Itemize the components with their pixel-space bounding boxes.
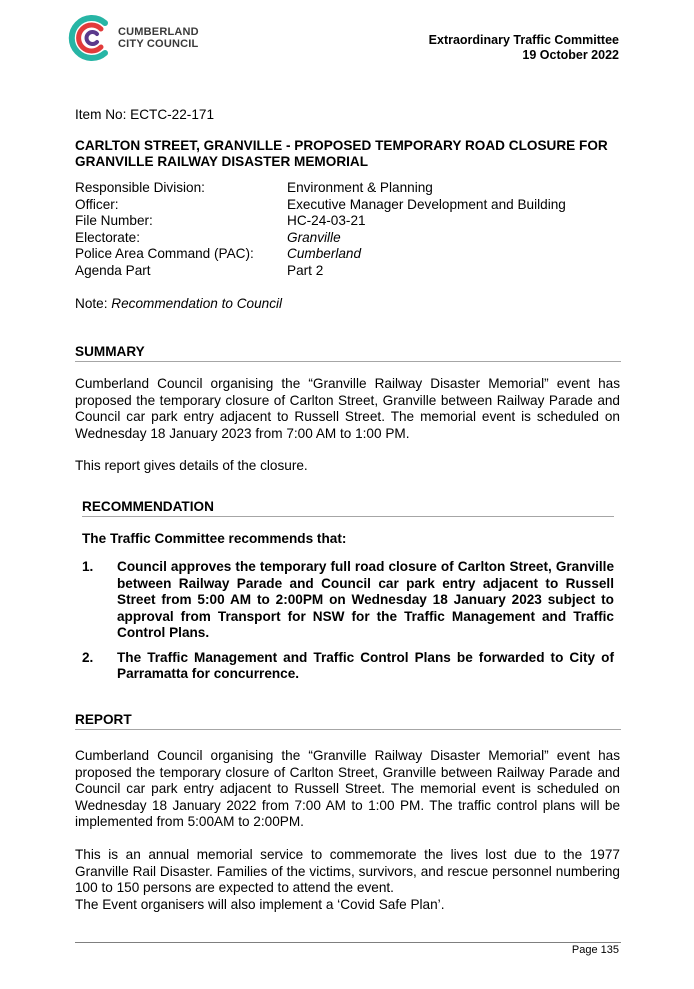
committee-name: Extraordinary Traffic Committee: [428, 33, 619, 47]
item-number: 1.: [82, 559, 94, 574]
note-label: Note:: [75, 296, 112, 311]
meta-value: Environment & Planning: [287, 180, 433, 195]
logo-line1: CUMBERLAND: [118, 26, 199, 38]
logo-line2: CITY COUNCIL: [118, 38, 199, 50]
report-paragraph-3: The Event organisers will also implement a ‘Covid Safe Plan’.: [75, 897, 445, 912]
page-number: Page 135: [571, 944, 619, 956]
meta-value: Executive Manager Development and Building: [287, 196, 566, 212]
item-number: 2.: [82, 649, 94, 665]
meta-value: Cumberland: [287, 246, 362, 261]
cumberland-logo-icon: [67, 13, 117, 63]
recommendation-intro: The Traffic Committee recommends that:: [82, 531, 347, 546]
recommendation-heading: RECOMMENDATION: [82, 499, 614, 517]
recommendation-list: [82, 559, 614, 683]
meta-label: Agenda Part: [75, 262, 151, 278]
header-meeting-info: [429, 33, 619, 63]
logo-wordmark: [118, 26, 199, 50]
report-paragraph: Cumberland Council organising the “Granville Railway Disaster Memorial” event has proposed the temporary closure of Carlton Street, Granville between Railway Parade and Council car park entry adjacent to Russell Street. The memorial event is scheduled on Wednesday 18 January 2022 from 7:00 AM to 1:00 PM. The traffic control plans will be implemented from 5:00AM to 2:00PM.: [75, 748, 620, 829]
recommendation-box: [82, 499, 614, 681]
meta-label: File Number:: [75, 213, 153, 228]
meta-label: Electorate:: [75, 229, 140, 245]
summary-paragraph: Cumberland Council organising the “Granville Railway Disaster Memorial” event has proposed the temporary closure of Carlton Street, Granville between Railway Parade and Council car park entry adjacent to Russell Street. The memorial event is scheduled on Wednesday 18 January 2023 from 7:00 AM to 1:00 PM.: [75, 376, 620, 441]
note-value: Recommendation to Council: [111, 296, 283, 311]
recommendation-item: [82, 559, 614, 642]
item-text: The Traffic Management and Traffic Control Plans be forwarded to City of Parramatta for concurrence.: [117, 649, 614, 681]
meta-label: Responsible Division:: [75, 180, 205, 195]
report-title: CARLTON STREET, GRANVILLE - PROPOSED TEMPORARY ROAD CLOSURE FOR GRANVILLE RAILWAY DISASTER MEMORIAL: [75, 138, 608, 169]
meta-value: Part 2: [287, 262, 324, 278]
meta-label: Police Area Command (PAC):: [75, 246, 254, 261]
meeting-date: 19 October 2022: [522, 48, 619, 62]
recommendation-item: [82, 650, 614, 683]
summary-heading: SUMMARY: [75, 344, 621, 362]
footer-rule: [75, 942, 621, 943]
note: [75, 296, 282, 313]
summary-paragraph-2: This report gives details of the closure.: [75, 458, 308, 473]
report-heading: REPORT: [75, 712, 621, 730]
meta-value: HC-24-03-21: [287, 213, 366, 228]
item-number: Item No: ECTC-22-171: [75, 107, 215, 122]
meta-value: Granville: [287, 229, 341, 245]
item-text: Council approves the temporary full road closure of Carlton Street, Granville between Railway Parade and Council car park entry adjacent to Russell Street from 5:00 AM to 2:00PM on Wednesday 18 January 2023 subject to approval from Transport for NSW for the Traffic Management and Traffic Control Plans.: [117, 559, 614, 640]
meta-label: Officer:: [75, 196, 119, 212]
report-paragraph-2: This is an annual memorial service to commemorate the lives lost due to the 1977 Granville Rail Disaster. Families of the victims, survivors, and rescue personnel numbering 100 to 150 persons are expected to attend the event.: [75, 847, 620, 895]
